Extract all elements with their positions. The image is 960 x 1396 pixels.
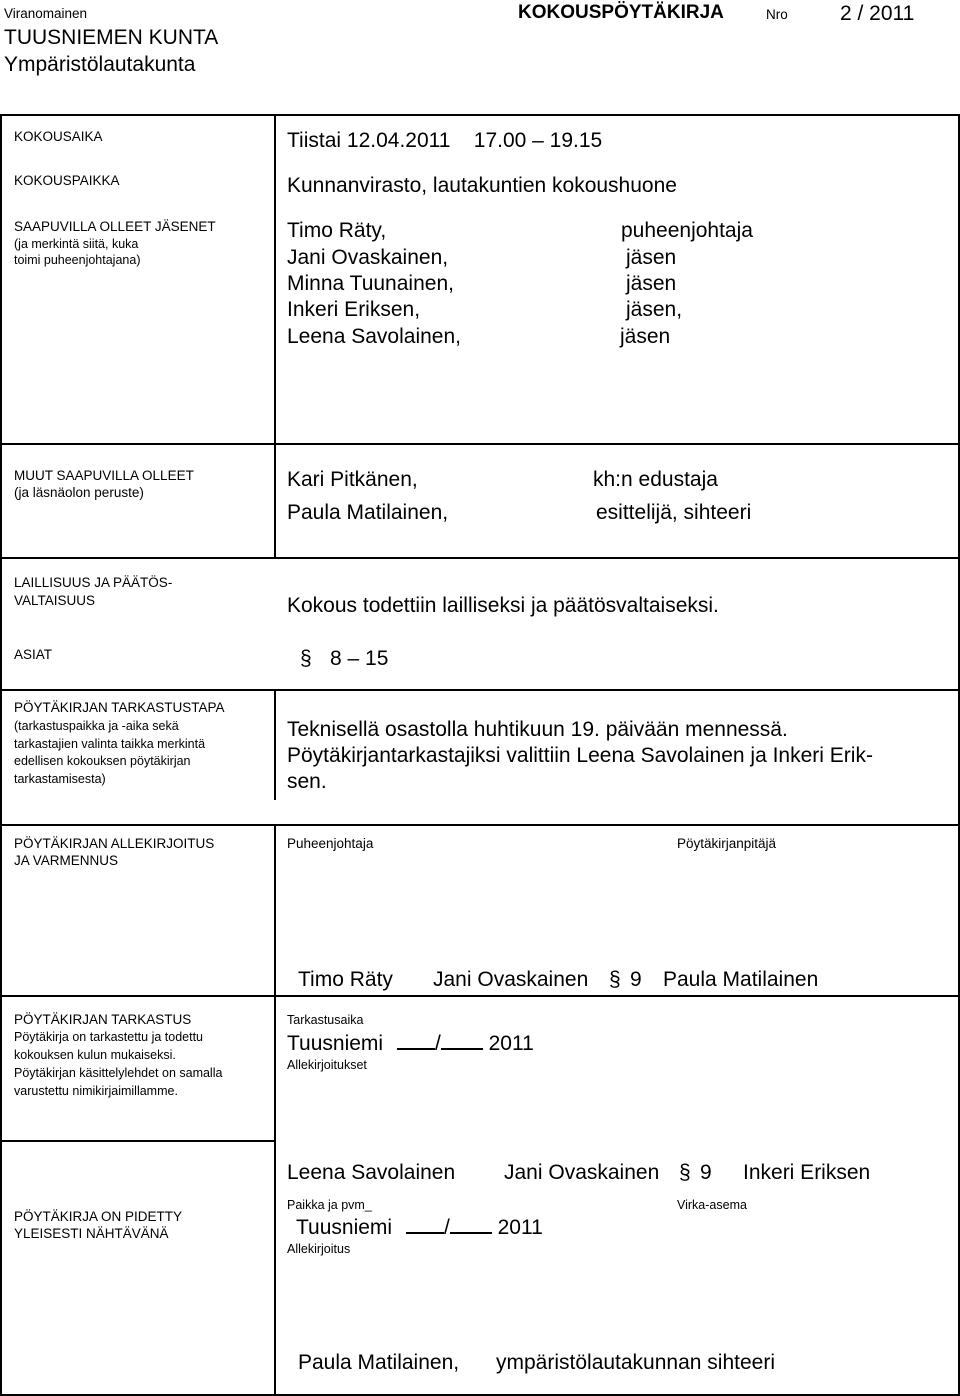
- position-label: Virka-asema: [677, 1198, 747, 1212]
- legality-text: Kokous todettiin lailliseksi ja päätösvaltaiseksi.: [287, 594, 719, 617]
- member-name: Timo Räty,: [287, 219, 387, 242]
- public-label-line: YLEISESTI NÄHTÄVÄNÄ: [14, 1226, 169, 1241]
- signature-label: Allekirjoitus: [287, 1242, 351, 1256]
- inspector-name: Leena Savolainen: [287, 1161, 456, 1184]
- matters-range: 8 – 15: [330, 647, 389, 670]
- meeting-place-label: KOKOUSPAIKKA: [14, 173, 120, 188]
- row-divider-5: [0, 995, 960, 997]
- meeting-time-label: KOKOUSAIKA: [14, 129, 103, 144]
- section-number: 9: [630, 968, 642, 991]
- inspection-year: 2011: [488, 1032, 534, 1055]
- section-symbol: §: [679, 1161, 691, 1184]
- place-date-label: Paikka ja pvm_: [287, 1198, 372, 1212]
- section-number: 9: [700, 1161, 712, 1184]
- nro-value: 2 / 2011: [840, 2, 915, 25]
- public-signer-title: ympäristölautakunnan sihteeri: [496, 1351, 775, 1374]
- public-place: Tuusniemi: [296, 1216, 393, 1239]
- column-divider-3: [274, 825, 276, 995]
- inspector-name: Jani Ovaskainen: [504, 1161, 660, 1184]
- inspection-label-line: varustettu nimikirjaimillamme.: [14, 1084, 178, 1098]
- row-divider-6: [0, 1140, 276, 1142]
- top-border: [0, 114, 960, 116]
- member-name: Inkeri Eriksen,: [287, 298, 421, 321]
- other-role: kh:n edustaja: [593, 468, 718, 491]
- matters-label: ASIAT: [14, 647, 53, 662]
- org-name: TUUSNIEMEN KUNTA: [4, 26, 219, 49]
- secretary-label: Pöytäkirjanpitäjä: [677, 836, 777, 851]
- member-role: jäsen: [620, 325, 671, 348]
- meeting-time-value: Tiistai 12.04.2011 17.00 – 19.15: [287, 129, 603, 152]
- review-text-line: Teknisellä osastolla huhtikuun 19. päivään mennessä.: [287, 718, 788, 741]
- inspection-label-line: PÖYTÄKIRJAN TARKASTUS: [14, 1012, 192, 1027]
- inspector-name: Inkeri Eriksen: [743, 1161, 871, 1184]
- public-year: 2011: [497, 1216, 543, 1239]
- review-label-line: (tarkastuspaikka ja -aika sekä: [14, 719, 179, 733]
- meeting-place-value: Kunnanvirasto, lautakuntien kokoushuone: [287, 174, 677, 197]
- other-name: Paula Matilainen,: [287, 501, 449, 524]
- inspection-place: Tuusniemi: [287, 1032, 384, 1055]
- row-divider-1: [0, 443, 960, 445]
- signatures-label-line: PÖYTÄKIRJAN ALLEKIRJOITUS: [14, 836, 215, 851]
- public-display-date: [296, 1214, 543, 1241]
- member-role: puheenjohtaja: [621, 219, 753, 242]
- inspection-signatures-label: Allekirjoitukset: [287, 1058, 367, 1072]
- org-unit: Ympäristölautakunta: [4, 53, 196, 76]
- member-role: jäsen: [626, 272, 677, 295]
- members-label-line: (ja merkintä siitä, kuka: [14, 237, 139, 251]
- nro-label: Nro: [766, 7, 788, 22]
- secretary-name: Paula Matilainen: [663, 968, 819, 991]
- review-label-line: tarkastamisesta): [14, 772, 106, 786]
- member-name: Minna Tuunainen,: [287, 272, 454, 295]
- member-role: jäsen: [626, 246, 677, 269]
- public-label-line: PÖYTÄKIRJA ON PIDETTY: [14, 1209, 183, 1224]
- section-symbol: §: [609, 968, 621, 991]
- public-signer-name: Paula Matilainen,: [298, 1351, 460, 1374]
- row-divider-4: [0, 824, 960, 826]
- review-label-line: edellisen kokouksen pöytäkirjan: [14, 754, 191, 768]
- other-role: esittelijä, sihteeri: [596, 501, 752, 524]
- section-symbol: §: [300, 647, 312, 670]
- chair-name: Timo Räty: [298, 968, 393, 991]
- column-divider-4: [274, 997, 276, 1394]
- column-divider-2: [274, 690, 276, 800]
- row-divider-2: [0, 557, 960, 559]
- members-label-line: SAAPUVILLA OLLEET JÄSENET: [14, 219, 216, 234]
- others-label-line: (ja läsnäolon peruste): [14, 485, 144, 500]
- signatures-label-line: JA VARMENNUS: [14, 853, 119, 868]
- other-name: Kari Pitkänen,: [287, 468, 418, 491]
- doc-type: KOKOUSPÖYTÄKIRJA: [518, 2, 724, 23]
- legality-label-line: VALTAISUUS: [14, 593, 96, 608]
- left-border: [0, 114, 2, 1396]
- day-blank: [397, 1030, 435, 1050]
- month-blank: [450, 1214, 492, 1234]
- members-label-line: toimi puheenjohtajana): [14, 253, 141, 267]
- chair-label: Puheenjohtaja: [287, 836, 374, 851]
- review-label-line: tarkastajien valinta taikka merkintä: [14, 737, 206, 751]
- review-label-line: PÖYTÄKIRJAN TARKASTUSTAPA: [14, 700, 225, 715]
- date-separator: /: [443, 1216, 450, 1239]
- review-text-line: sen.: [287, 770, 327, 793]
- month-blank: [441, 1030, 483, 1050]
- member-role: jäsen,: [626, 298, 683, 321]
- member-name: Leena Savolainen,: [287, 325, 461, 348]
- row-divider-3: [0, 689, 960, 691]
- date-separator: /: [434, 1032, 441, 1055]
- member-name: Jani Ovaskainen,: [287, 246, 449, 269]
- legality-label-line: LAILLISUUS JA PÄÄTÖS-: [14, 575, 173, 590]
- inspection-label-line: kokouksen kulun mukaiseksi.: [14, 1048, 176, 1062]
- section-signer-name: Jani Ovaskainen: [433, 968, 589, 991]
- doc-status: Viranomainen: [4, 6, 88, 21]
- inspection-label-line: Pöytäkirja on tarkastettu ja todettu: [14, 1030, 203, 1044]
- review-text-line: Pöytäkirjantarkastajiksi valittiin Leena Savolainen ja Inkeri Erik-: [287, 744, 873, 767]
- inspection-time-label: Tarkastusaika: [287, 1013, 364, 1027]
- column-divider-1: [274, 114, 276, 558]
- inspection-label-line: Pöytäkirjan käsittelylehdet on samalla: [14, 1066, 223, 1080]
- inspection-date: [287, 1030, 534, 1057]
- day-blank: [406, 1214, 444, 1234]
- others-label-line: MUUT SAAPUVILLA OLLEET: [14, 468, 194, 483]
